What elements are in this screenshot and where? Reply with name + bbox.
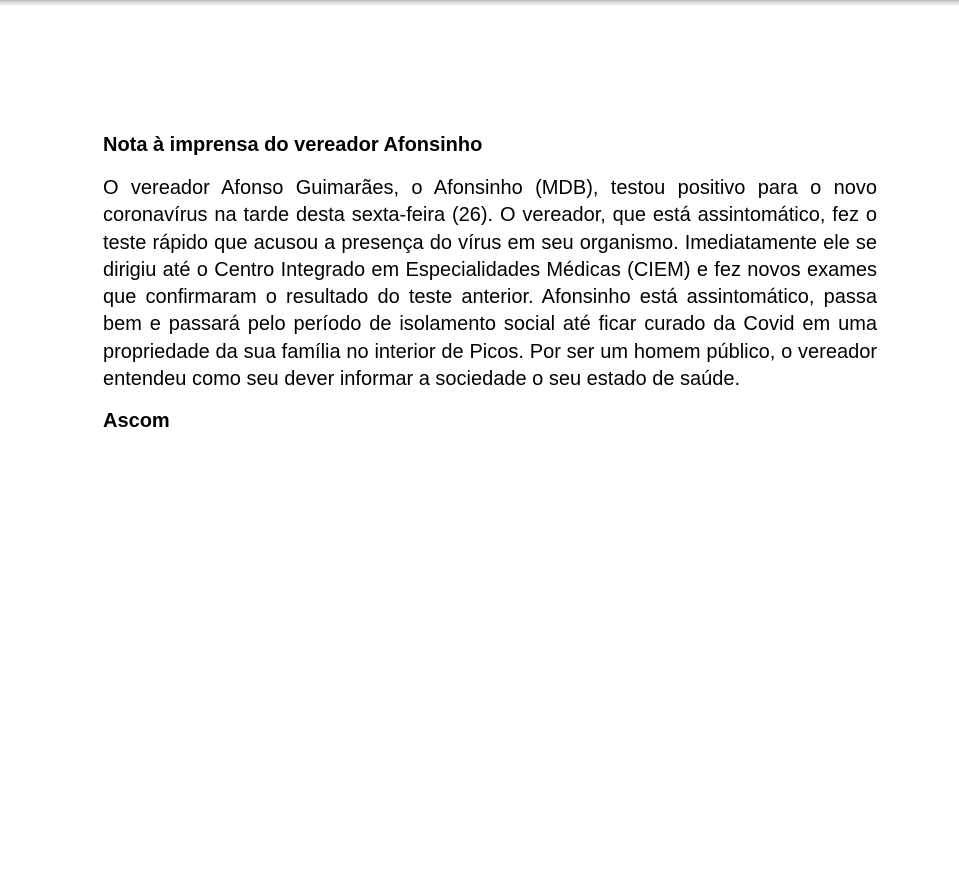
document-page <box>103 131 877 435</box>
page-top-edge <box>0 0 959 6</box>
document-title: Nota à imprensa do vereador Afonsinho <box>103 134 483 156</box>
document-signature: Ascom <box>103 410 170 433</box>
document-body: O vereador Afonso Guimarães, o Afonsinho (MDB), testou positivo para o novo coronavírus na tarde desta sexta-feira (26). O vereador, que está assintomático, fez o teste rápido que acusou a presença do vírus em seu organismo. Imediatamente ele se dirigiu até o Centro Integrado em Especialidades Médicas (CIEM) e fez novos exames que confirmaram o resultado do teste anterior. Afonsinho está assintomático, passa bem e passará pelo período de isolamento social até ficar curado da Covid em uma propriedade da sua família no interior de Picos. Por ser um homem público, o vereador entendeu como seu dever informar a sociedade o seu estado de saúde. <box>103 177 877 391</box>
